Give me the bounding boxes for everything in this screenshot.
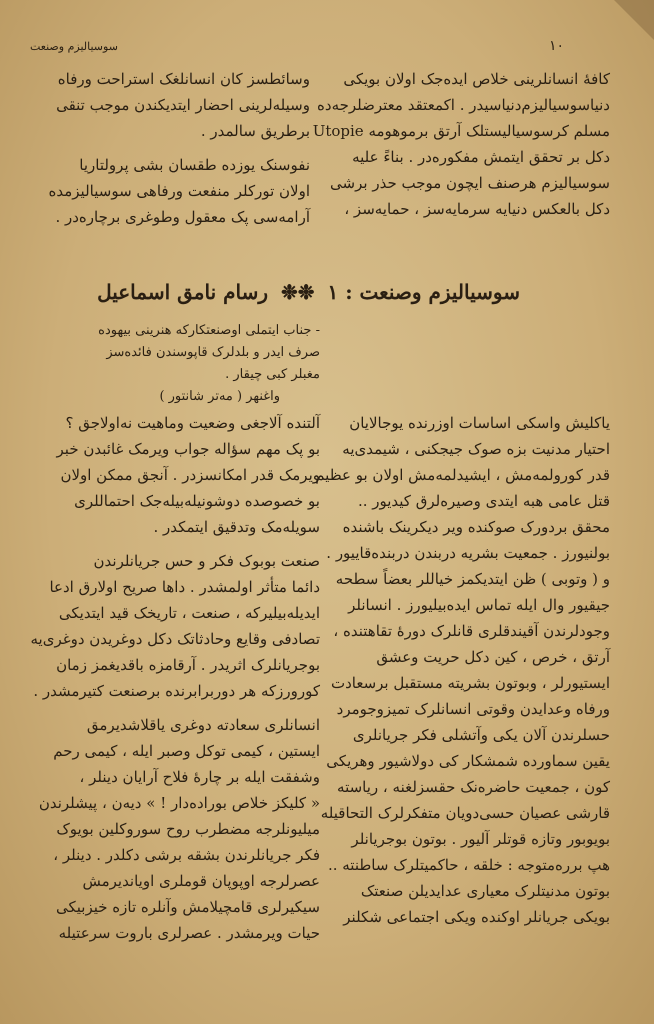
paragraph: [40, 712, 320, 946]
text-line: حیات ویرمشدر . عصرلری باروت سرعتیله: [58, 924, 320, 942]
text-line: نفوسنک یوزده طقسان بشی پرولتاریا: [79, 156, 310, 174]
text-line: جیقیور وال ایله تماس ایده‌بیلیورز . انسانلر: [348, 596, 610, 614]
text-line: محقق بردورک صوکنده ویر دیکرینک باشنده: [342, 518, 610, 536]
text-line: سویله‌مک وتدقیق ایتمکدر .: [153, 518, 320, 536]
epigraph-line: مغبلر کبی چیقار .: [225, 367, 320, 382]
running-head-title: سوسیالیزم وصنعت: [30, 40, 118, 53]
page-fold: [614, 0, 654, 40]
text-line: حسلرندن آلان یکی وآتشلی فکر جریانلری: [352, 726, 610, 744]
text-line: سوسیالیزم هرصنف ایچون موجب حذر برشی: [330, 174, 610, 192]
epigraph-attribution: واغنهر ( مه‌تر شانتور ): [159, 389, 280, 404]
text-line: ورفاه وعدایدن وقوتی انسانلرک تمیزوجومرد: [336, 700, 610, 718]
text-line: وجودلرندن آقیندقلری قانلرک دورهٔ تقاهتنده ،: [333, 622, 610, 640]
text-line: ایستیورلر ، وبوتون بشریته مستقبل برسعادت: [330, 674, 610, 692]
text-line: بو پک مهم سؤاله جواب ویرمک غائبدن خبر: [56, 440, 320, 458]
bottom-left-column: [30, 410, 320, 954]
text-line: یقین سماورده شمشکار کی دولاشیور وهریکی: [326, 752, 610, 770]
text-line: سیکیرلری قامچیلامش وآنلره تازه خیزبیکی: [55, 898, 320, 916]
text-line: قارشی عصیان حسی‌دویان متفکرلرک التحاقیله: [320, 804, 610, 822]
text-line: وسائطسز کان انسانلغک استراحت ورفاه: [57, 70, 310, 88]
text-line: کورورزکه هر دوربرابرنده برصنعت کتیرمشدر .: [33, 682, 320, 700]
text-line: انسانلری سعادته دوغری یاقلاشدیرمق: [86, 716, 320, 734]
text-line: کافهٔ انسانلرینی خلاص ایده‌جک اولان بویکی: [343, 70, 610, 88]
text-line: ویرمک قدر امکانسزدر . آنجق ممکن اولان: [60, 466, 320, 484]
text-line: آرتق ، خرص ، کین دکل حریت وعشق: [376, 648, 610, 666]
text-line: احتیار مدنیت بزه صوک جیجکنی ، شیمدی‌یه: [342, 440, 610, 458]
text-line: آرامه‌سی پک معقول وطوغری برچاره‌در .: [55, 208, 310, 226]
text-line: وشفقت ایله بر چارهٔ فلاح آرایان دینلر ،: [79, 768, 320, 786]
text-line: دکل بالعکس دنیایه سرمایه‌سز ، حمایه‌سز ،: [344, 200, 610, 218]
text-line: هپ برره‌متوجه : خلقه ، حاکمیتلرک ساطنته ..: [327, 856, 610, 874]
ornament-separator: ❉❉: [281, 280, 315, 304]
bottom-right-column: [315, 410, 610, 938]
text-line: مسلم کرسوسیالیستلک آرتق برموهومه Utopie: [312, 122, 610, 140]
epigraph: [98, 320, 320, 408]
article-title: سوسیالیزم وصنعت : ١: [327, 280, 520, 304]
text-line: بولنیورز . جمعیت بشریه دربندن دربنده‌قاییور .: [326, 544, 610, 562]
text-line: یاکلیش واسکی اساسات اوزرنده یوجالایان: [349, 414, 610, 432]
text-line: کون ، جمعیت حاضره‌نک حقسزلغنه ، ریاسته: [337, 778, 610, 796]
top-left-column: [48, 66, 310, 238]
page-number: ١٠: [548, 38, 564, 54]
text-line: آلتنده آلاجغی وضعیت وماهیت نه‌اولاجق ؟: [65, 414, 320, 432]
text-line: صنعت بوبوک فکر و حس جریانلرندن: [93, 552, 320, 570]
text-line: دائما متأثر اولمشدر . داها صریح اولارق ادعا: [49, 578, 320, 596]
paragraph: [30, 548, 320, 704]
paragraph: [312, 66, 610, 222]
paragraph: [40, 410, 320, 540]
text-line: فکر جریانلرندن بشقه برشی دکلدر . دینلر ،: [53, 846, 320, 864]
top-right-column: [312, 66, 610, 230]
article-author: رسام نامق اسماعیل: [97, 280, 269, 304]
text-line: وسیله‌لرینی احضار ایتدیکندن موجب تنقی: [56, 96, 310, 114]
text-line: « کلیکز خلاص بوراده‌دار ! » دیه‌ن ، پیشلرندن: [38, 794, 320, 812]
text-line: قدر کورولمه‌مش ، ایشیدلمه‌مش اولان بو عظیم: [315, 466, 610, 484]
text-line: تصادفی وقایع وحادثاتک دکل دوغریدن دوغری‌یه: [30, 630, 320, 648]
text-line: عصرلرجه اوپوپان قوملری اویاندیرمش: [82, 872, 320, 890]
text-line: ایستین ، کیمی توکل وصبر ایله ، کیمی رحم: [53, 742, 320, 760]
text-line: قتل عامی هبه ایتدی وصیره‌لرق کیدیور ..: [357, 492, 610, 510]
text-line: ایدیله‌بیلیرکه ، صنعت ، تاریخک قید ایتدیکی: [58, 604, 320, 622]
text-line: دنیاسوسیالیزم‌دنیاسیدر . اکمعتقد معترضلرجه‌ده: [317, 96, 610, 114]
text-line: میلیونلرجه مضطرب روح سوروکلین بویوک: [56, 820, 320, 838]
epigraph-line: - جناب ایتملی اوصنعتکارکه هنرینی بیهوده: [98, 323, 320, 338]
article-heading: [97, 280, 520, 304]
text-line: بوتون مدنیتلرک معیاری عدایدیلن صنعتک: [360, 882, 610, 900]
text-line: بوجریانلرک اثریدر . آرقامزه باقدیغمز زمان: [56, 656, 320, 674]
text-line: برطریق سالمدر .: [200, 122, 310, 140]
text-line: دکل بر تحقق ایتمش مفکوره‌در . بناءً علیه: [352, 148, 610, 166]
paragraph: [48, 152, 310, 230]
text-line: بو خصوصده دوشونیله‌بیله‌جک احتماللری: [74, 492, 320, 510]
text-line: اولان تورکلر منفعت ورفاهی سوسیالیزمده: [48, 182, 310, 200]
epigraph-line: صرف ایدر و بلدلرک قاپوسندن فائده‌سز: [106, 345, 320, 360]
text-line: بویوبور وتازه قوتلر آلیور . بوتون بوجریانلر: [351, 830, 610, 848]
text-line: بویکی جریانلر اوکنده ویکی اجتماعی شکلنر: [343, 908, 610, 926]
paragraph: [56, 66, 310, 144]
paragraph: [315, 410, 610, 930]
text-line: و ( وتوبی ) ظن ایتدیکمز خیاللر بعضاً سطحه: [335, 570, 610, 588]
